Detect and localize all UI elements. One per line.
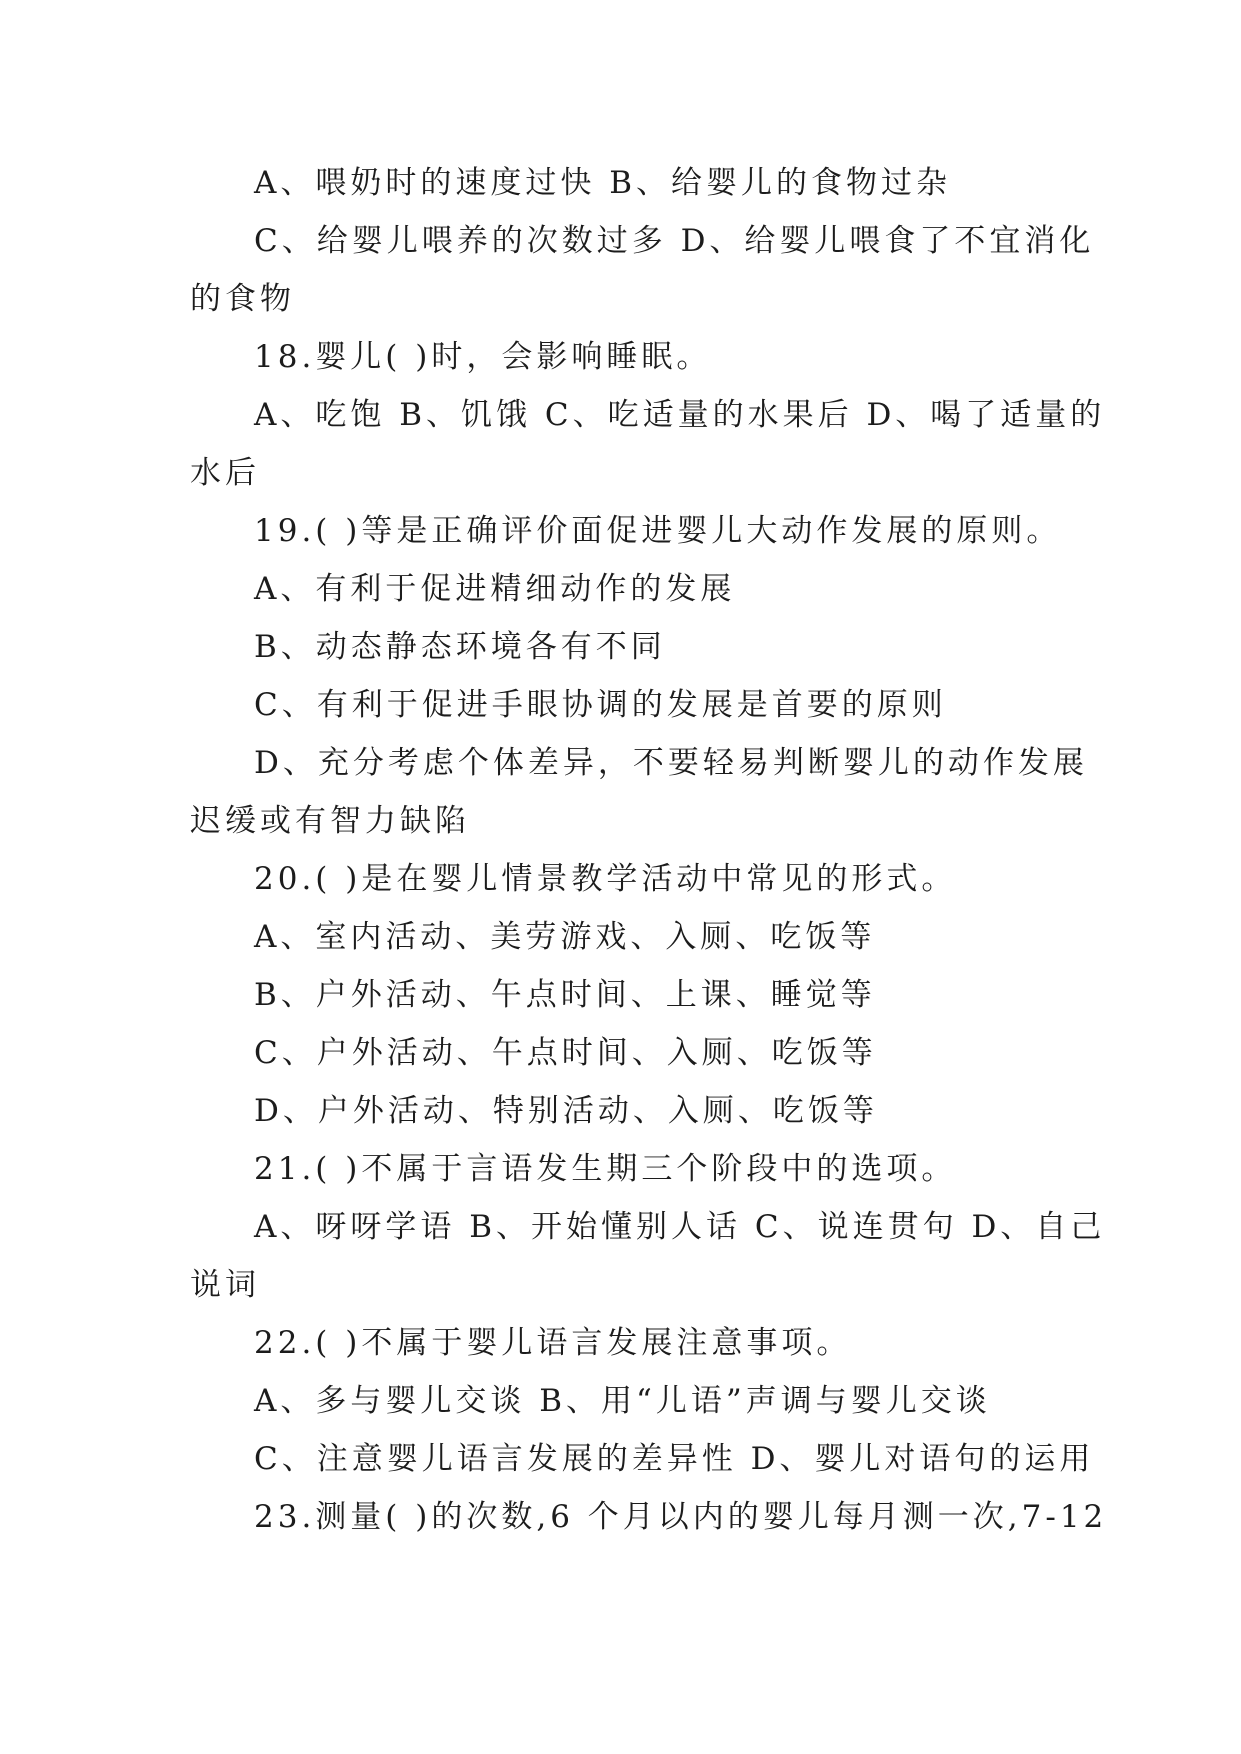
- option-line-22cd: C、注意婴儿语言发展的差异性 D、婴儿对语句的运用: [254, 1441, 1095, 1477]
- option-20a: A、室内活动、美劳游戏、入厕、吃饭等: [254, 919, 876, 955]
- option-line-17ab: A、喂奶时的速度过快 B、给婴儿的食物过杂: [254, 165, 952, 201]
- option-line-21: A、呀呀学语 B、开始懂别人话 C、说连贯句 D、自己: [254, 1209, 1106, 1245]
- question-23: 23.测量( )的次数,6 个月以内的婴儿每月测一次,7-12: [254, 1499, 1108, 1535]
- option-20d: D、户外活动、特别活动、入厕、吃饭等: [254, 1093, 878, 1129]
- option-line-22ab: A、多与婴儿交谈 B、用“儿语”声调与婴儿交谈: [254, 1383, 991, 1419]
- option-19a: A、有利于促进精细动作的发展: [254, 571, 736, 607]
- option-19d-cont: 迟缓或有智力缺陷: [190, 803, 470, 839]
- option-19d: D、充分考虑个体差异，不要轻易判断婴儿的动作发展: [254, 745, 1088, 781]
- option-line-18: A、吃饱 B、饥饿 C、吃适量的水果后 D、喝了适量的: [254, 397, 1106, 433]
- option-19c: C、有利于促进手眼协调的发展是首要的原则: [254, 687, 947, 723]
- option-line-17cd-cont: 的食物: [190, 281, 295, 317]
- option-line-17cd: C、给婴儿喂养的次数过多 D、给婴儿喂食了不宜消化: [254, 223, 1095, 259]
- option-20b: B、户外活动、午点时间、上课、睡觉等: [254, 977, 876, 1013]
- question-19: 19.( )等是正确评价面促进婴儿大动作发展的原则。: [254, 513, 1062, 549]
- document-body: [190, 154, 1108, 1546]
- option-20c: C、户外活动、午点时间、入厕、吃饭等: [254, 1035, 877, 1071]
- option-line-21-cont: 说词: [190, 1267, 260, 1303]
- question-21: 21.( )不属于言语发生期三个阶段中的选项。: [254, 1151, 957, 1187]
- question-22: 22.( )不属于婴儿语言发展注意事项。: [254, 1325, 852, 1361]
- question-20: 20.( )是在婴儿情景教学活动中常见的形式。: [254, 861, 957, 897]
- option-line-18-cont: 水后: [190, 455, 260, 491]
- question-18: 18.婴儿( )时，会影响睡眠。: [254, 339, 712, 375]
- option-19b: B、动态静态环境各有不同: [254, 629, 666, 665]
